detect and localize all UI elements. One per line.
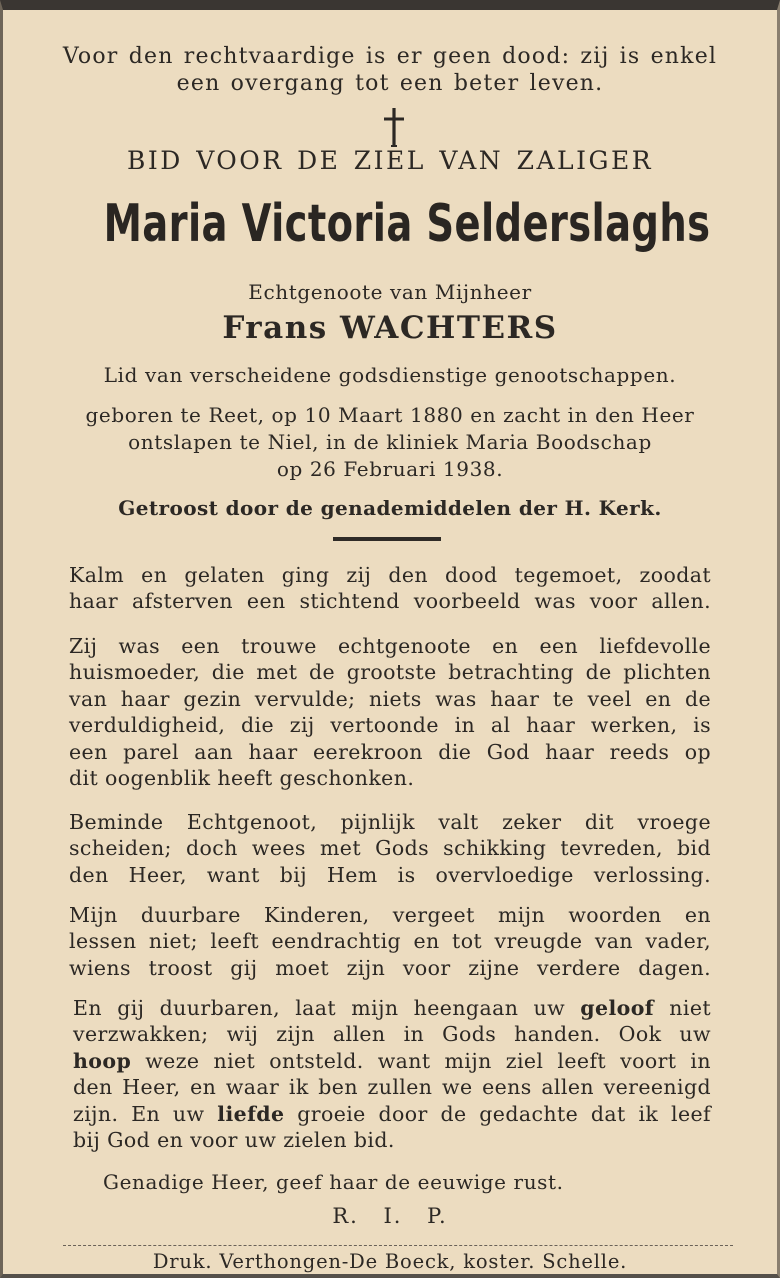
paragraph-line: Mijn duurbare Kinderen, vergeet mijn woorden en (69, 903, 711, 927)
cross-icon (379, 106, 409, 150)
paragraph-line: Kalm en gelaten ging zij den dood tegemoet, zoodat (69, 563, 711, 587)
birth-death-line-1: geboren te Reet, op 10 Maart 1880 en zacht in den Heer (85, 403, 695, 427)
paragraph-line: bij God en voor uw zielen bid. (73, 1128, 395, 1153)
paragraph-line: Beminde Echtgenoot, pijnlijk valt zeker dit vroege (69, 810, 711, 834)
emphasis-geloof: geloof (580, 996, 655, 1020)
emphasis-hoop: hoop (73, 1048, 132, 1073)
paragraph-4 (69, 902, 711, 981)
paragraph-line: Zij was een trouwe echtgenoote en een liefdevolle (69, 634, 711, 658)
paragraph-line: verduldigheid, die zij vertoonde in al haar werken, is (69, 713, 711, 738)
paragraph-line: zijn. En uw liefde groeie door de gedachte dat ik leef (73, 1101, 711, 1126)
rip-line: R. I. P. (332, 1204, 448, 1228)
birth-death-line-2: ontslapen te Niel, in de kliniek Maria Boodschap (128, 430, 652, 454)
paragraph-line: van haar gezin vervulde; niets was haar te veel en de (69, 686, 711, 711)
emphasis-liefde: liefde (217, 1101, 285, 1126)
prayer-heading: BID VOOR DE ZIEL VAN ZALIGER (126, 146, 654, 175)
birth-death-line-3: op 26 Februari 1938. (276, 457, 504, 481)
paragraph-line: scheiden; doch wees met Gods schikking tevreden, bid (69, 836, 711, 861)
paragraph-line: den Heer, want bij Hem is overvloedige verlossing. (69, 862, 711, 887)
printer-credit: Druk. Verthongen-De Boeck, koster. Schelle. (152, 1250, 628, 1273)
paragraph-2 (69, 633, 711, 791)
paragraph-line: wiens troost gij moet zijn voor zijne verdere dagen. (69, 955, 711, 980)
paragraph-line: een parel aan haar eerekroon die God haar reeds op (69, 739, 711, 764)
membership-line: Lid van verscheidene godsdienstige genootschappen. (103, 363, 677, 387)
spouse-name: Frans WACHTERS (222, 310, 558, 346)
closing-prayer: Genadige Heer, geef haar de eeuwige rust. (103, 1170, 564, 1194)
deceased-name: Maria Victoria Selderslaghs (103, 194, 711, 254)
paragraph-line: huismoeder, die met de grootste betrachting de plichten (69, 660, 711, 685)
paragraph-1 (69, 562, 711, 615)
paragraph-line: hoop weze niet ontsteld. want mijn ziel leeft voort in (73, 1048, 711, 1073)
consolation-line: Getroost door de genademiddelen der H. Kerk. (118, 496, 662, 520)
spouse-intro: Echtgenoote van Mijnheer (248, 280, 532, 304)
paragraph-line: verzwakken; wij zijn allen in Gods handen. Ook uw (73, 1022, 711, 1047)
intro-quote-line-2: een overgang tot een beter leven. (176, 71, 604, 96)
paragraph-line: haar afsterven een stichtend voorbeeld was voor allen. (69, 589, 711, 614)
paragraph-line: En gij duurbaren, laat mijn heengaan uw geloof niet (73, 996, 711, 1020)
paragraph-5 (73, 995, 711, 1153)
footer-rule (63, 1245, 733, 1246)
intro-quote-line-1: Voor den rechtvaardige is er geen dood: zij is enkel (62, 44, 718, 69)
paragraph-line: dit oogenblik heeft geschonken. (69, 766, 415, 791)
divider-rule (333, 537, 441, 541)
paragraph-line: lessen niet; leeft eendrachtig en tot vreugde van vader, (69, 929, 711, 954)
paragraph-line: den Heer, en waar ik ben zullen we eens allen vereenigd (73, 1075, 711, 1100)
paragraph-3 (69, 809, 711, 888)
